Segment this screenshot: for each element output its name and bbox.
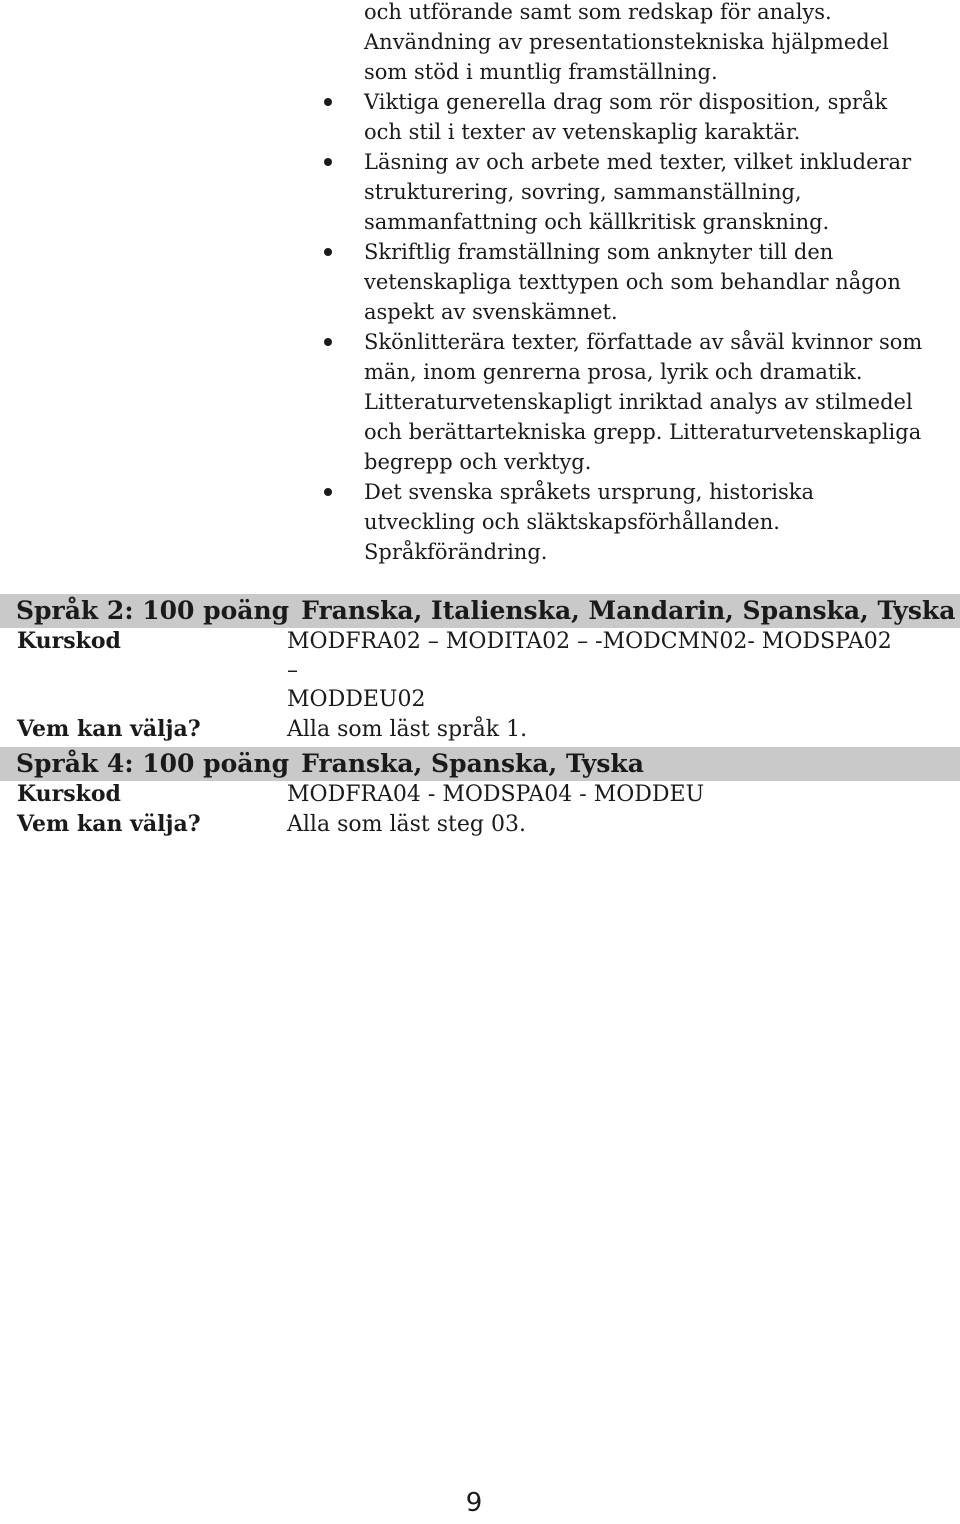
course-title: Språk 4: 100 poäng [16,749,290,778]
course-languages: Franska, Italienska, Mandarin, Spanska, Tyska [301,596,956,625]
list-item [322,477,952,567]
eligibility-label: Vem kan välja? [17,716,201,742]
eligibility-row [0,810,960,839]
eligibility-row [0,715,960,744]
bullet-icon [324,98,332,106]
eligibility-value: Alla som läst steg 03. [287,812,526,837]
course-code-value: MODFRA04 - MODSPA04 - MODDEU [287,782,705,807]
course-section-sprak-2 [0,594,960,744]
list-item-text: och utförande samt som redskap för analys. Användning av presentationstekniska hjälpmedel som stöd i muntlig framställning. [364,0,889,84]
course-heading [0,594,960,628]
list-item-text: Skriftlig framställning som anknyter till den vetenskapliga texttypen och som behandlar någon aspekt av svenskämnet. [364,240,901,324]
bullet-icon [324,248,332,256]
list-item [322,147,952,237]
course-code-label: Kurskod [17,781,121,807]
bullet-icon [324,158,332,166]
list-item [322,327,952,477]
course-languages: Franska, Spanska, Tyska [301,749,644,778]
eligibility-value: Alla som läst språk 1. [287,717,528,742]
list-item [322,237,952,327]
course-title: Språk 2: 100 poäng [16,596,290,625]
list-item-text: Läsning av och arbete med texter, vilket inkluderar strukturering, sovring, sammanställning, sammanfattning och källkritisk granskning. [364,150,912,234]
list-item-text: Skönlitterära texter, författade av såväl kvinnor som män, inom genrerna prosa, lyrik och dramatik. Litteraturvetenskapligt inriktad analys av stilmedel och berättartekniska grepp. Litteraturvetenskapliga begrepp och verktyg. [364,330,923,474]
bullet-icon [324,338,332,346]
eligibility-label: Vem kan välja? [17,811,201,837]
course-code-label: Kurskod [17,628,121,654]
course-code-value: MODFRA02 – MODITA02 – -MODCMN02- MODSPA02 – MODDEU02 [287,629,892,712]
course-section-sprak-4 [0,747,960,839]
page-number: 9 [465,1488,483,1518]
course-heading [0,747,960,781]
bullet-icon [324,488,332,496]
curriculum-content-list [322,0,952,567]
list-item-text: Det svenska språkets ursprung, historiska utveckling och släktskapsförhållanden. Språkförändring. [364,480,815,564]
course-code-row [0,627,960,714]
list-item-text: Viktiga generella drag som rör disposition, språk och stil i texter av vetenskaplig karaktär. [364,90,888,144]
list-item-continuation [322,0,952,87]
course-code-row [0,780,960,809]
list-item [322,87,952,147]
